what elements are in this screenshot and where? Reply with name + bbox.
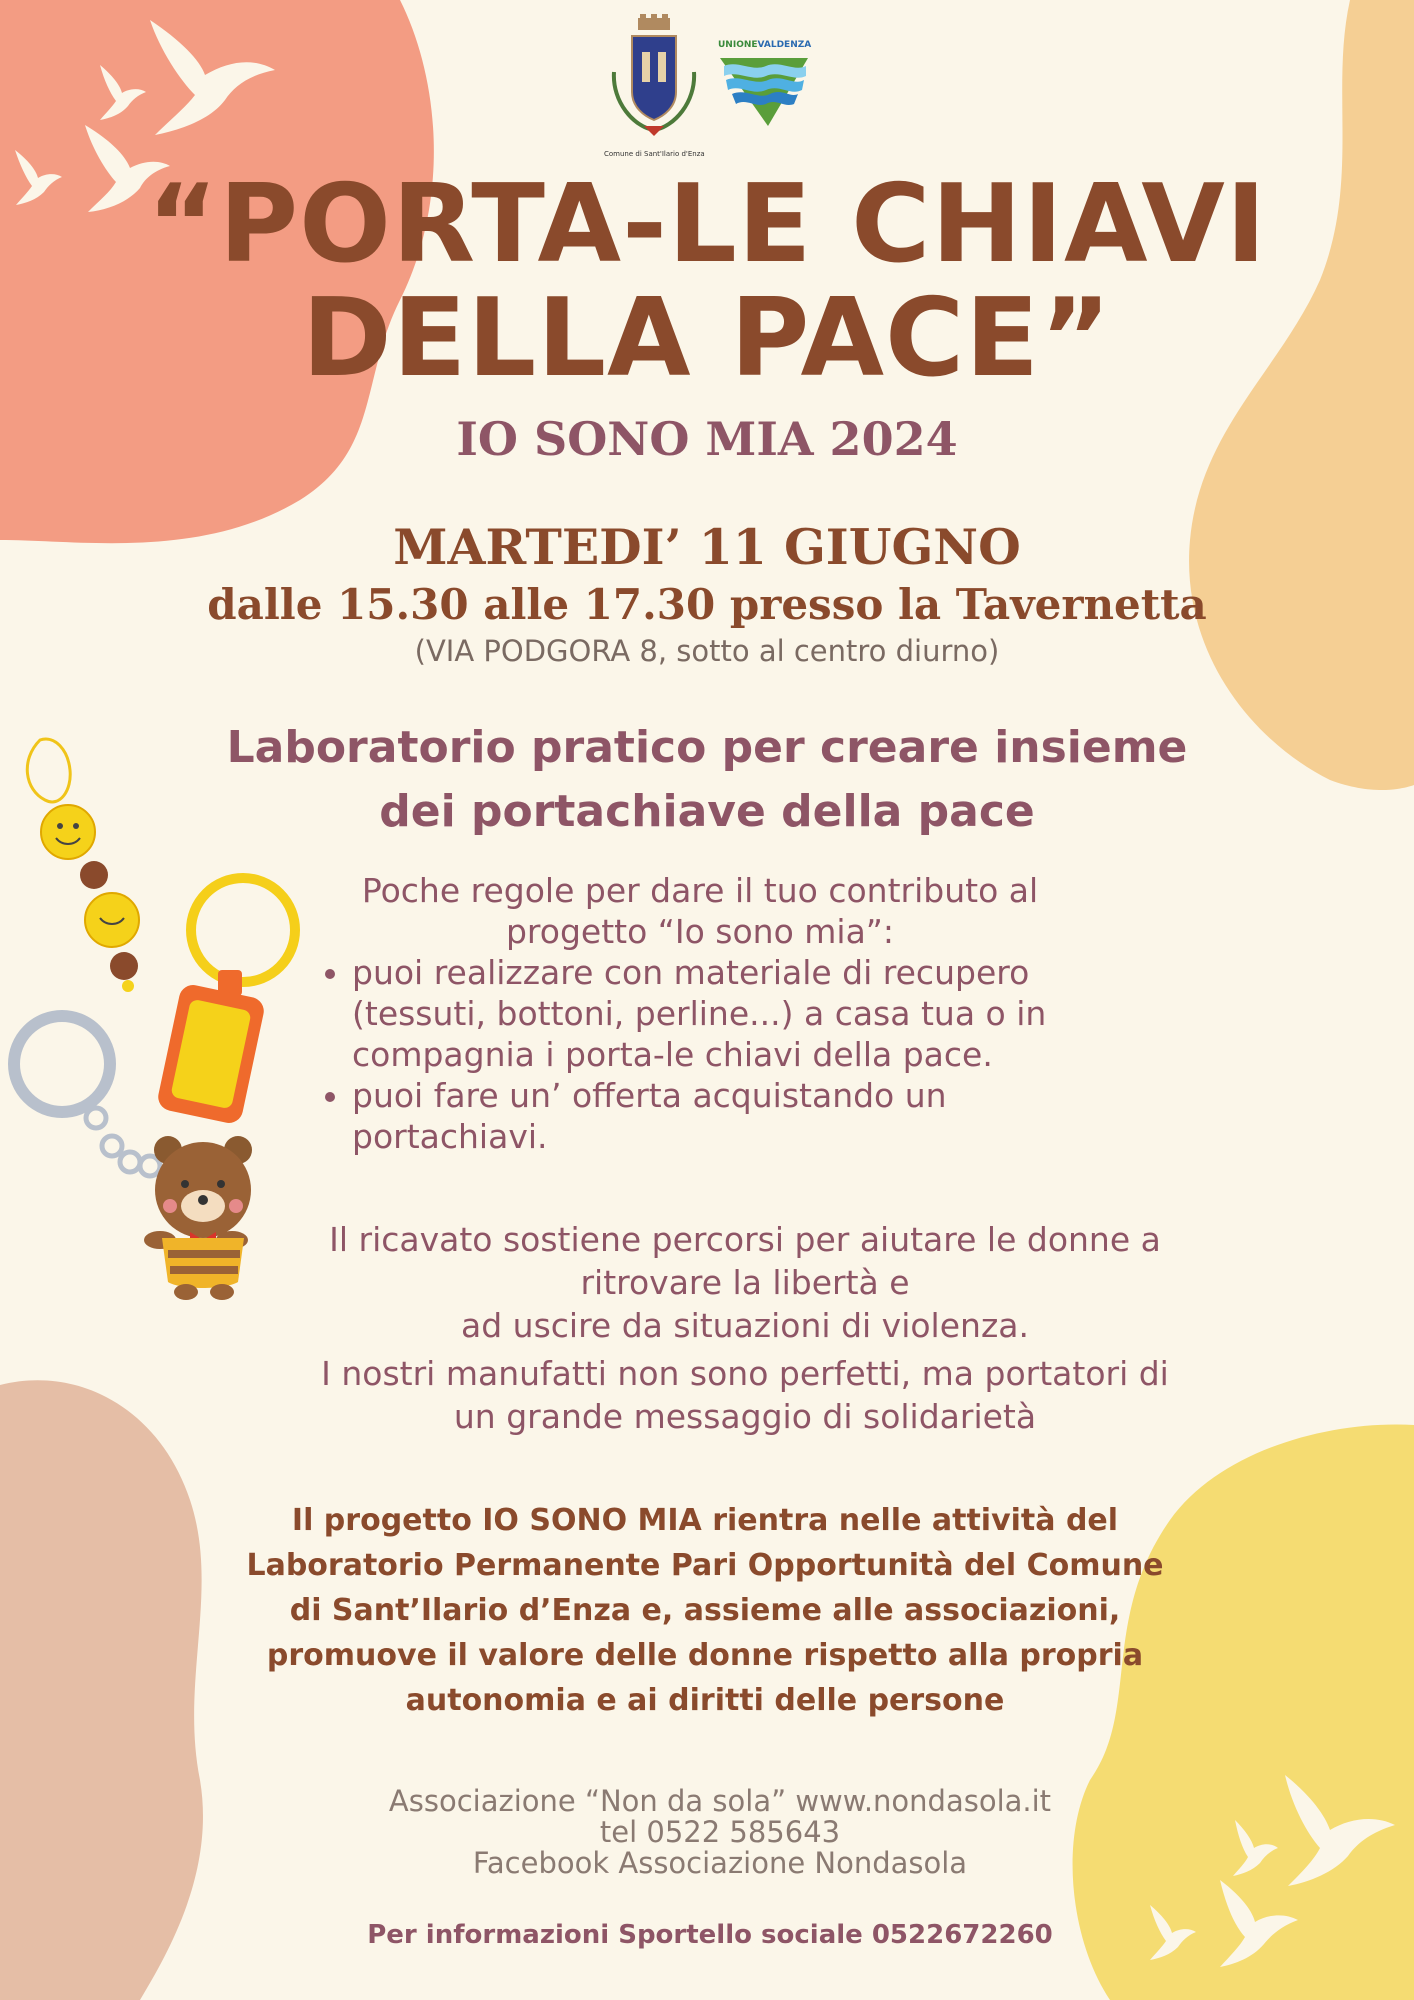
lab-line-1: Laboratorio pratico per creare insieme: [226, 722, 1188, 773]
unione-text: UNIONE: [718, 40, 758, 50]
subtitle: IO SONO MIA 2024: [456, 412, 958, 466]
title-line-2: DELLA PACE”: [301, 276, 1113, 401]
solidarity-text: [250, 1352, 1240, 1438]
proceeds-line-1: Il ricavato sostiene percorsi per aiutare le donne a: [329, 1220, 1161, 1259]
project-line-4: promuove il valore delle donne rispetto alla propria: [266, 1638, 1144, 1673]
event-time: dalle 15.30 alle 17.30 presso la Tavernetta: [207, 580, 1207, 629]
valdenza-text: VALDENZA: [757, 40, 812, 50]
rules-intro-line-1: Poche regole per dare il tuo contributo al: [361, 871, 1039, 910]
rules-list-item: • puoi realizzare con materiale di recupero (tessuti, bottoni, perline...) a casa tua o in compagnia i porta-le chiavi della pace.: [352, 952, 1100, 1075]
proceeds-line-3: ad uscire da situazioni di violenza.: [461, 1306, 1029, 1345]
proceeds-line-5: un grande messaggio di solidarietà: [453, 1397, 1037, 1436]
comune-caption: Comune di Sant'Ilario d'Enza: [604, 150, 705, 158]
phone-contact[interactable]: tel 0522 585643: [599, 1815, 841, 1849]
project-line-2: Laboratorio Permanente Pari Opportunità del Comune: [246, 1548, 1164, 1583]
rules-list: [300, 952, 1100, 1157]
rules-intro-line-2: progetto “Io sono mia”:: [505, 912, 895, 951]
proceeds-text: [250, 1218, 1240, 1347]
rules-section: [300, 870, 1100, 1157]
project-line-1: Il progetto IO SONO MIA rientra nelle attività del: [291, 1503, 1119, 1538]
yellow-tag-keychain-icon: [156, 878, 295, 1126]
project-line-3: di Sant’Ilario d’Enza e, assieme alle associazioni,: [289, 1593, 1121, 1628]
rules-intro: [300, 870, 1100, 952]
association-contact[interactable]: Associazione “Non da sola” www.nondasola.it: [388, 1784, 1052, 1818]
event-address: (VIA PODGORA 8, sotto al centro diurno): [414, 634, 1000, 668]
project-description: [220, 1498, 1190, 1723]
project-line-5: autonomia e ai diritti delle persone: [405, 1683, 1005, 1718]
proceeds-line-4: I nostri manufatti non sono perfetti, ma portatori di: [321, 1354, 1169, 1393]
rules-list-item: • puoi fare un’ offerta acquistando un portachiavi.: [352, 1075, 1100, 1157]
event-date: MARTEDI’ 11 GIUGNO: [393, 518, 1021, 576]
title-line-1: “PORTA-LE CHIAVI: [147, 162, 1267, 287]
info-line: Per informazioni Sportello sociale 0522672260: [367, 1920, 1053, 1950]
facebook-contact[interactable]: Facebook Associazione Nondasola: [472, 1846, 968, 1880]
proceeds-line-2: ritrovare la libertà e: [580, 1263, 910, 1302]
smiley-keychain-icon: [27, 739, 139, 992]
lab-line-2: dei portachiave della pace: [379, 786, 1035, 837]
contacts-block: [320, 1786, 1120, 1879]
